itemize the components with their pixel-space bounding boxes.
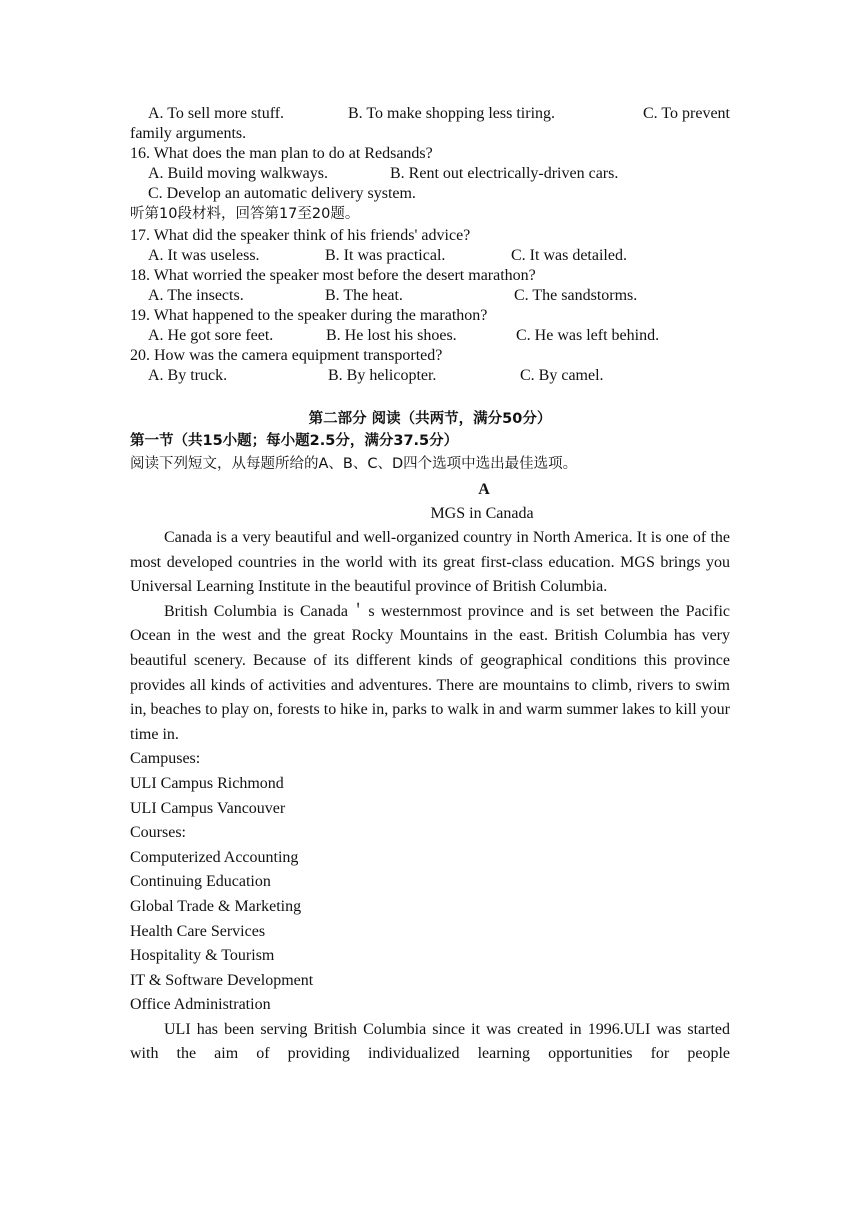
q17-options	[130, 246, 730, 266]
campus-item: ULI Campus Richmond	[130, 774, 284, 792]
q20-option-c: C. By camel.	[520, 367, 604, 384]
q15-option-c: C. To prevent	[642, 105, 730, 122]
q15-option-c-continued: family arguments.	[130, 125, 247, 142]
q15-option-b: B. To make shopping less tiring.	[348, 105, 556, 122]
q15-option-a: A. To sell more stuff.	[148, 105, 285, 122]
course-item: IT & Software Development	[130, 971, 314, 989]
passage-paragraph-1: Canada is a very beautiful and well-organized country in North America. It is one of the most developed countries in the world with its great first-class education. MGS brings you Universal Learning Institute in the beautiful province of British Columbia.	[130, 529, 730, 596]
q17-stem: 17. What did the speaker think of his friends' advice?	[130, 227, 471, 244]
q18-options	[130, 286, 730, 306]
course-item: Continuing Education	[130, 873, 271, 891]
course-item: Health Care Services	[130, 922, 266, 940]
q20-stem: 20. How was the camera equipment transported?	[130, 347, 443, 364]
courses-label: Courses:	[130, 824, 186, 842]
passage-letter: A	[478, 481, 490, 498]
q18-option-a: A. The insects.	[148, 287, 244, 304]
q19-option-c: C. He was left behind.	[516, 327, 660, 344]
q16-option-b: B. Rent out electrically-driven cars.	[390, 165, 619, 182]
q16-stem: 16. What does the man plan to do at Redsands?	[130, 145, 433, 162]
q16-options-row1	[130, 164, 730, 184]
q17-option-a: A. It was useless.	[148, 247, 260, 264]
q18-option-c: C. The sandstorms.	[514, 287, 638, 304]
course-item: Computerized Accounting	[130, 848, 299, 866]
section-one-title: 第一节（共15小题；每小题2.5分，满分37.5分）	[130, 433, 459, 449]
campuses-label: Campuses:	[130, 750, 201, 768]
q18-stem: 18. What worried the speaker most before the desert marathon?	[130, 267, 536, 284]
course-item: Office Administration	[130, 996, 271, 1014]
q17-option-c: C. It was detailed.	[511, 247, 627, 264]
passage-paragraph-3: ULI has been serving British Columbia since it was created in 1996.ULI was started with the aim of providing individualized learning opportunities for people	[130, 1020, 730, 1063]
q20-option-a: A. By truck.	[148, 367, 228, 384]
q19-option-a: A. He got sore feet.	[148, 327, 274, 344]
q20-options	[130, 366, 730, 386]
q15-options	[130, 104, 730, 124]
reading-instruction: 阅读下列短文，从每题所给的A、B、C、D四个选项中选出最佳选项。	[130, 456, 578, 472]
q19-options	[130, 326, 730, 346]
course-item: Global Trade & Marketing	[130, 897, 302, 915]
q19-stem: 19. What happened to the speaker during the marathon?	[130, 307, 488, 324]
section-10-instruction: 听第10段材料，回答第17至20题。	[130, 206, 360, 222]
passage-title: MGS in Canada	[430, 505, 534, 522]
exam-content	[130, 104, 730, 1067]
q17-option-b: B. It was practical.	[325, 247, 446, 264]
q16-option-a: A. Build moving walkways.	[148, 165, 328, 182]
course-item: Hospitality & Tourism	[130, 947, 275, 965]
q18-option-b: B. The heat.	[325, 287, 403, 304]
campus-item: ULI Campus Vancouver	[130, 799, 286, 817]
q16-option-c: C. Develop an automatic delivery system.	[148, 185, 416, 202]
q16-options-row2	[130, 184, 730, 204]
passage-paragraph-2: British Columbia is Canada＇s westernmost province and is set between the Pacific Ocean in the west and the great Rocky Mountains in the east. British Columbia has very beautiful scenery. Because of its different kinds of geographical conditions this province provides all kinds of activities and adventures. There are mountains to climb, rivers to swim in, beaches to play on, forests to hike in, parks to walk in and warm summer lakes to kill your time in.	[130, 602, 730, 743]
part-two-title: 第二部分 阅读（共两节，满分50分）	[308, 411, 552, 427]
q20-option-b: B. By helicopter.	[328, 367, 437, 384]
q19-option-b: B. He lost his shoes.	[326, 327, 457, 344]
